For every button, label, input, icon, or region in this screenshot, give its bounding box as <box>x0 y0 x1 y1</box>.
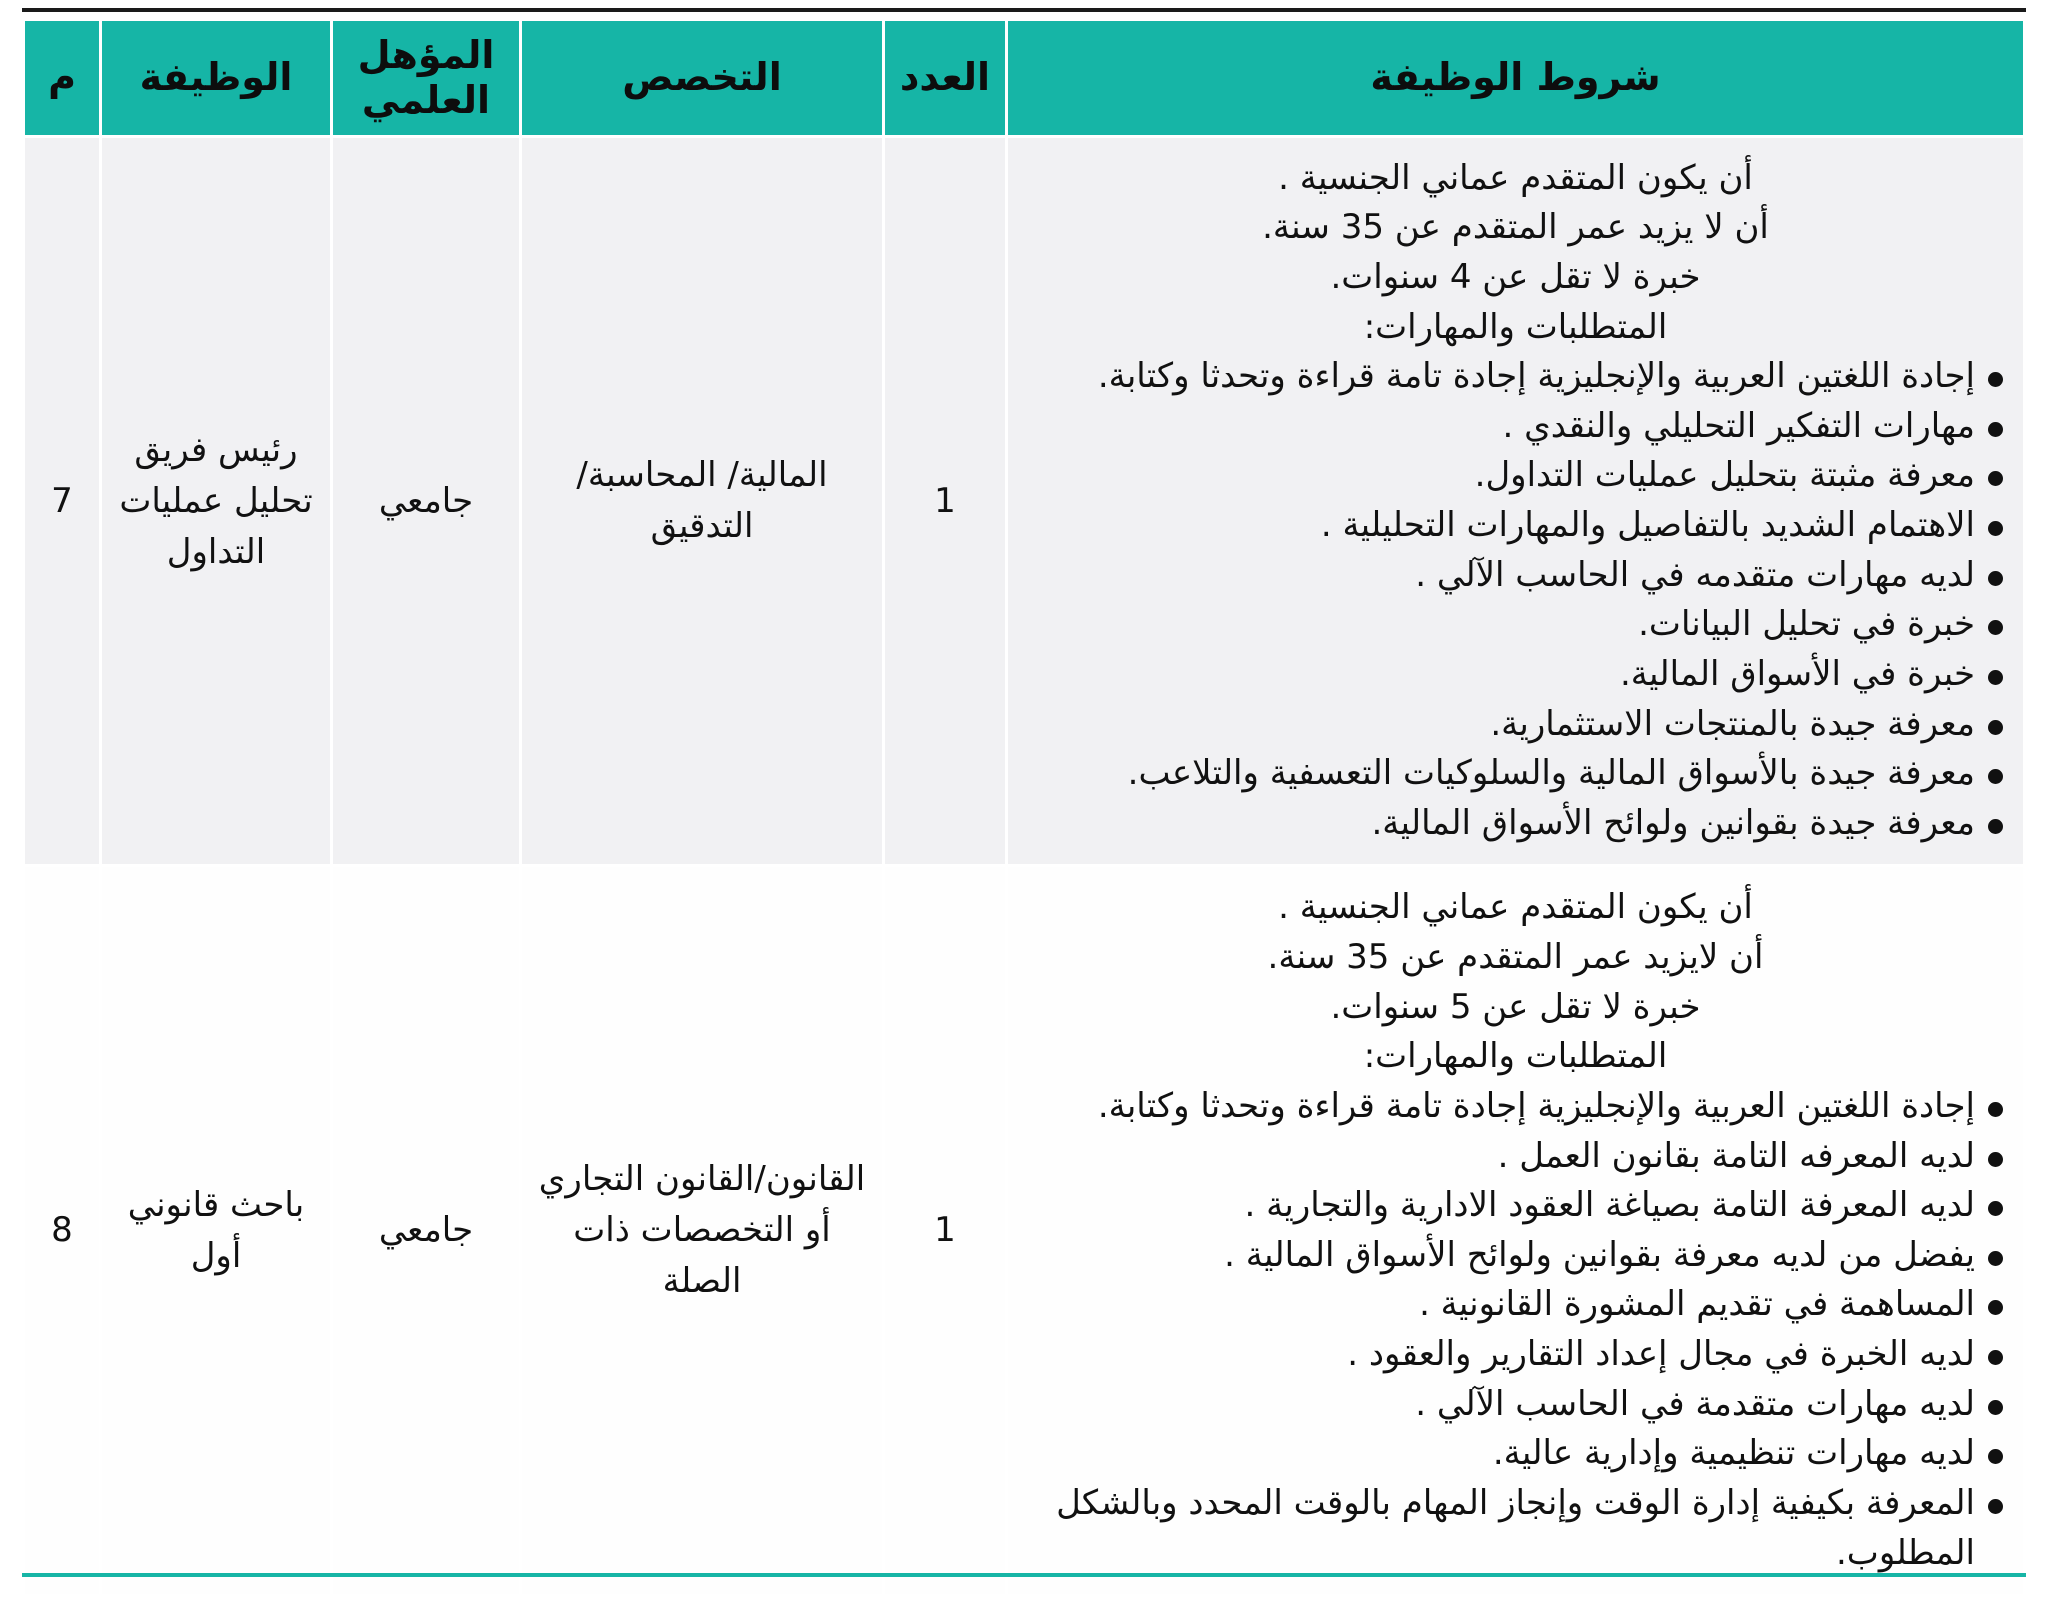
condition-intro-line: أن يكون المتقدم عماني الجنسية . <box>1278 887 1753 928</box>
column-header-job: الوظيفة <box>102 21 330 135</box>
cell-count: 1 <box>885 867 1005 1594</box>
condition-bullet: معرفة جيدة بقوانين ولوائح الأسواق المالية. <box>1022 799 2009 849</box>
condition-bullet: لديه المعرفة التامة بصياغة العقود الادارية والتجارية . <box>1022 1181 2009 1231</box>
condition-bullet: إجادة اللغتين العربية والإنجليزية إجادة تامة قراءة وتحدثا وكتابة. <box>1022 352 2009 402</box>
conditions-bullet-list <box>1022 1082 2009 1578</box>
condition-intro-line: المتطلبات والمهارات: <box>1363 306 1668 347</box>
condition-intro-line: خبرة لا تقل عن 4 سنوات. <box>1330 256 1701 297</box>
conditions-bullet-list <box>1022 352 2009 848</box>
cell-conditions <box>1008 867 2023 1594</box>
cell-job-title: رئيس فريق تحليل عمليات التداول <box>102 138 330 865</box>
table-body <box>25 138 2023 1595</box>
cell-row-number: 7 <box>25 138 99 865</box>
cell-job-title: باحث قانوني أول <box>102 867 330 1594</box>
condition-bullet: لديه مهارات متقدمة في الحاسب الآلي . <box>1022 1380 2009 1430</box>
condition-bullet: إجادة اللغتين العربية والإنجليزية إجادة تامة قراءة وتحدثا وكتابة. <box>1022 1082 2009 1132</box>
conditions-intro-list <box>1022 154 2009 353</box>
top-divider-rule <box>22 8 2026 12</box>
condition-bullet: خبرة في الأسواق المالية. <box>1022 650 2009 700</box>
column-header-conditions: شروط الوظيفة <box>1008 21 2023 135</box>
condition-bullet: معرفة جيدة بالمنتجات الاستثمارية. <box>1022 700 2009 750</box>
condition-intro-line: المتطلبات والمهارات: <box>1363 1036 1668 1077</box>
cell-specialization: المالية/ المحاسبة/ التدقيق <box>522 138 882 865</box>
condition-bullet: لديه مهارات تنظيمية وإدارية عالية. <box>1022 1429 2009 1479</box>
condition-intro-line: أن لايزيد عمر المتقدم عن 35 سنة. <box>1267 937 1764 978</box>
table-row <box>25 867 2023 1594</box>
condition-bullet: خبرة في تحليل البيانات. <box>1022 600 2009 650</box>
condition-bullet: معرفة جيدة بالأسواق المالية والسلوكيات التعسفية والتلاعب. <box>1022 749 2009 799</box>
condition-bullet: لديه الخبرة في مجال إعداد التقارير والعقود . <box>1022 1330 2009 1380</box>
condition-intro-line: أن لا يزيد عمر المتقدم عن 35 سنة. <box>1262 207 1769 248</box>
cell-qualification: جامعي <box>333 138 519 865</box>
condition-bullet: لديه المعرفه التامة بقانون العمل . <box>1022 1132 2009 1182</box>
bottom-divider-rule <box>22 1573 2026 1577</box>
condition-bullet: الاهتمام الشديد بالتفاصيل والمهارات التحليلية . <box>1022 501 2009 551</box>
table-header-row <box>25 21 2023 135</box>
condition-bullet: المعرفة بكيفية إدارة الوقت وإنجاز المهام بالوقت المحدد وبالشكل المطلوب. <box>1022 1479 2009 1578</box>
condition-intro-line: أن يكون المتقدم عماني الجنسية . <box>1278 157 1753 198</box>
condition-bullet: المساهمة في تقديم المشورة القانونية . <box>1022 1280 2009 1330</box>
column-header-qualification: المؤهل العلمي <box>333 21 519 135</box>
column-header-count: العدد <box>885 21 1005 135</box>
condition-bullet: لديه مهارات متقدمه في الحاسب الآلي . <box>1022 551 2009 601</box>
cell-qualification: جامعي <box>333 867 519 1594</box>
job-vacancies-table <box>22 18 2026 1597</box>
table-row <box>25 138 2023 865</box>
cell-conditions <box>1008 138 2023 865</box>
column-header-specialization: التخصص <box>522 21 882 135</box>
conditions-intro-list <box>1022 883 2009 1082</box>
cell-count: 1 <box>885 138 1005 865</box>
condition-bullet: معرفة مثبتة بتحليل عمليات التداول. <box>1022 451 2009 501</box>
column-header-number: م <box>25 21 99 135</box>
condition-bullet: يفضل من لديه معرفة بقوانين ولوائح الأسواق المالية . <box>1022 1231 2009 1281</box>
condition-intro-line: خبرة لا تقل عن 5 سنوات. <box>1330 986 1701 1027</box>
cell-specialization: القانون/القانون التجاري أو التخصصات ذات الصلة <box>522 867 882 1594</box>
cell-row-number: 8 <box>25 867 99 1594</box>
condition-bullet: مهارات التفكير التحليلي والنقدي . <box>1022 402 2009 452</box>
